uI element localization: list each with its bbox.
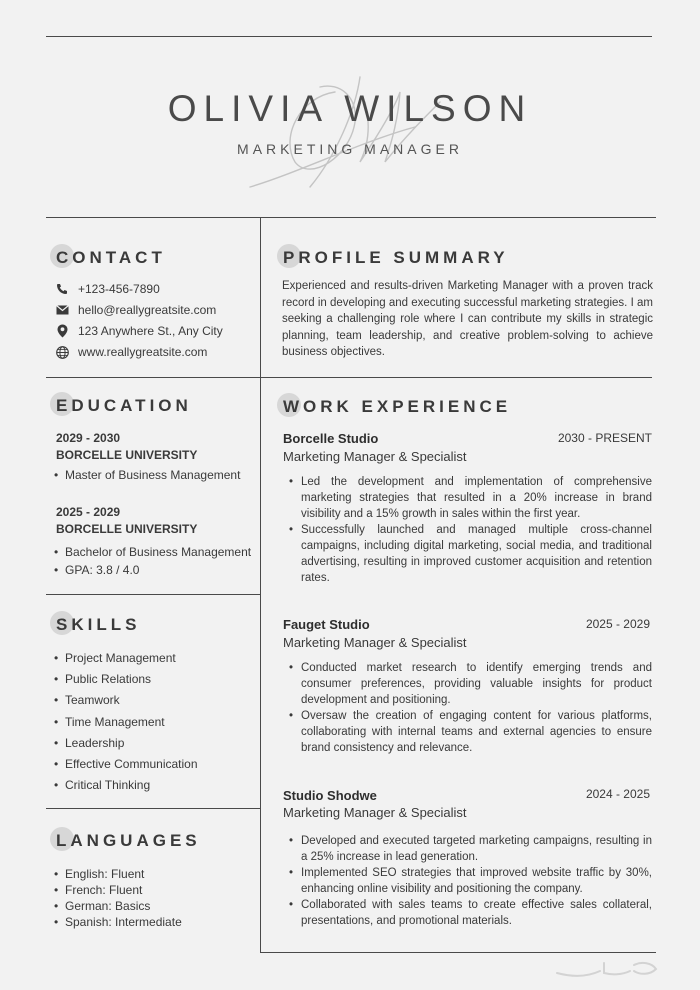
languages-heading: LANGUAGES (56, 831, 201, 851)
candidate-role: MARKETING MANAGER (237, 141, 463, 157)
header-divider (46, 217, 656, 218)
list-item: • Time Management (54, 712, 198, 733)
education-items-2 (54, 543, 251, 579)
left-divider-2 (46, 594, 260, 595)
work-heading: WORK EXPERIENCE (283, 397, 511, 417)
list-item: • Developed and executed targeted marketing campaigns, resulting in a 25% increase in lead generation. (284, 833, 652, 865)
list-item: • Implemented SEO strategies that improved website traffic by 30%, enhancing online visibility and positioning the company. (284, 865, 652, 897)
list-item: • German: Basics (54, 898, 182, 914)
education-heading: EDUCATION (56, 396, 192, 416)
watermark-logo (552, 955, 662, 981)
education-items-1 (54, 468, 240, 482)
location-pin-icon (55, 324, 69, 338)
envelope-icon (55, 303, 69, 317)
languages-list (54, 866, 182, 930)
skills-heading: SKILLS (56, 615, 140, 635)
job-company: Studio Shodwe (283, 788, 377, 803)
job-title: Marketing Manager & Specialist (283, 635, 467, 650)
list-item: • GPA: 3.8 / 4.0 (54, 561, 251, 579)
contact-address (55, 324, 223, 338)
bottom-rule (260, 952, 656, 953)
list-item: • Collaborated with sales teams to create effective sales collateral, presentations, and promotional materials. (284, 897, 652, 929)
list-item: • Master of Business Management (54, 468, 240, 482)
column-divider (260, 217, 261, 953)
top-rule (46, 36, 652, 37)
job-title: Marketing Manager & Specialist (283, 805, 467, 820)
contact-email (55, 303, 216, 317)
left-divider-1 (46, 377, 260, 378)
list-item: • Spanish: Intermediate (54, 914, 182, 930)
job-bullets (284, 474, 652, 586)
contact-heading: CONTACT (56, 248, 166, 268)
candidate-name: OLIVIA WILSON (167, 88, 533, 129)
globe-icon (55, 345, 69, 359)
list-item: • English: Fluent (54, 866, 182, 882)
job-dates: 2024 - 2025 (585, 787, 650, 801)
list-item: • Teamwork (54, 690, 198, 711)
contact-phone (55, 282, 160, 296)
profile-summary-text: Experienced and results-driven Marketing Manager with a proven track record in developing and executing successful marketing strategies. I am seeking a challenging role where I can contribute my skills in strategic planning, team leadership, and creative problem-solving to achieve business objectives. (282, 280, 653, 358)
list-item: • Bachelor of Business Management (54, 543, 251, 561)
list-item: • Project Management (54, 648, 198, 669)
left-divider-3 (46, 808, 260, 809)
right-divider-1 (260, 377, 652, 378)
profile-heading: PROFILE SUMMARY (283, 248, 509, 268)
list-item: • Leadership (54, 733, 198, 754)
job-bullets (284, 833, 652, 929)
job-dates: 2030 - PRESENT (557, 431, 652, 445)
job-company: Borcelle Studio (283, 431, 379, 446)
job-bullets (284, 660, 652, 756)
phone-text: +123-456-7890 (78, 282, 160, 296)
contact-website (55, 345, 207, 359)
list-item: • Public Relations (54, 669, 198, 690)
list-item: • Successfully launched and managed multiple cross-channel campaigns, including digital marketing, social media, and traditional advertising, resulting in improved customer acquisition and retention rates. (284, 522, 652, 586)
job-dates: 2025 - 2029 (585, 617, 650, 631)
job-company: Fauget Studio (283, 617, 370, 632)
education-years-2: 2025 - 2029 (56, 505, 121, 519)
address-text: 123 Anywhere St., Any City (78, 324, 223, 338)
list-item: • Oversaw the creation of engaging content for various platforms, collaborating with internal teams and external agencies to ensure brand consistency and relevance. (284, 708, 652, 756)
list-item: • Effective Communication (54, 754, 198, 775)
list-item: • Conducted market research to identify emerging trends and consumer preferences, providing valuable insights for product development and positioning. (284, 660, 652, 708)
education-school-2: BORCELLE UNIVERSITY (56, 522, 198, 536)
list-item: • Critical Thinking (54, 775, 198, 796)
skills-list (54, 648, 198, 796)
job-title: Marketing Manager & Specialist (283, 449, 467, 464)
education-years-1: 2029 - 2030 (56, 431, 121, 445)
email-text: hello@reallygreatsite.com (78, 303, 217, 317)
website-text: www.reallygreatsite.com (78, 345, 208, 359)
list-item: • Led the development and implementation of comprehensive marketing strategies that resulted in a 20% increase in brand visibility and a 15% growth in sales within the first year. (284, 474, 652, 522)
education-school-1: BORCELLE UNIVERSITY (56, 448, 198, 462)
list-item: • French: Fluent (54, 882, 182, 898)
phone-icon (55, 282, 69, 296)
